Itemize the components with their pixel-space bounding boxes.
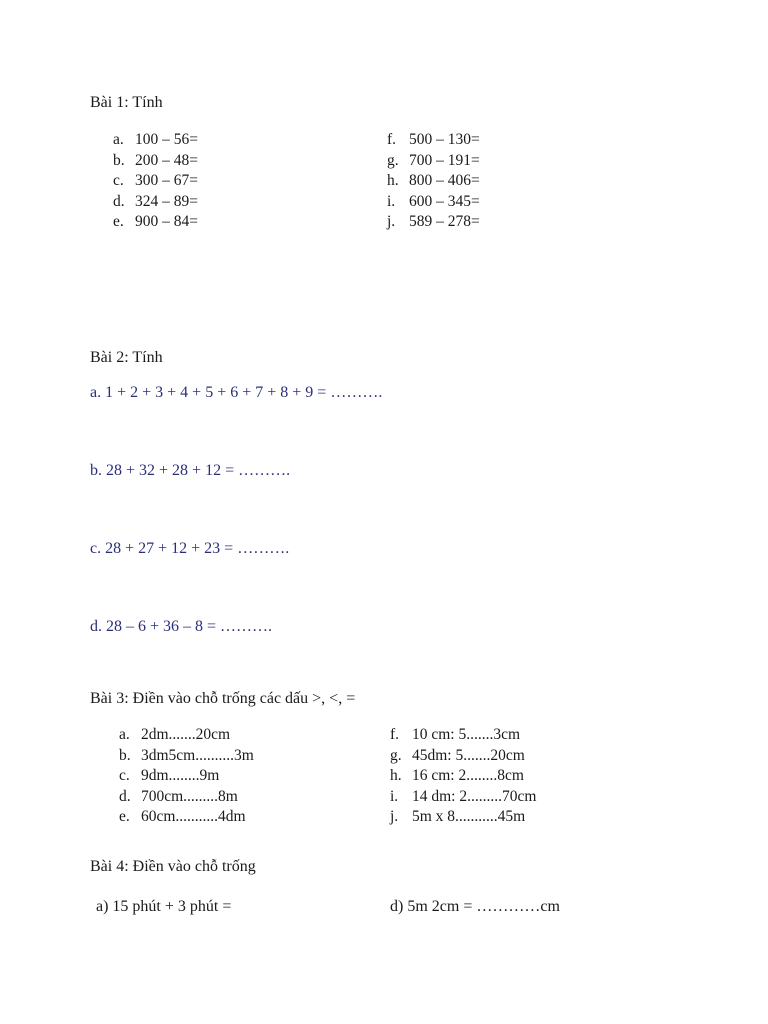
list-item: d. 700cm.........8m (119, 787, 238, 805)
list-item: g. 700 – 191= (387, 151, 480, 169)
bai2-item-d: d. 28 – 6 + 36 – 8 = ………. (90, 618, 273, 635)
list-item: j. 5m x 8...........45m (390, 808, 526, 826)
bai4-title: Bài 4: Điền vào chỗ trống (90, 858, 256, 875)
list-item: g. 45dm: 5.......20cm (390, 746, 525, 764)
list-item: b. 200 – 48= (113, 151, 198, 169)
list-item: h. 800 – 406= (387, 172, 480, 190)
list-item: i. 14 dm: 2.........70cm (390, 787, 537, 805)
bai3-right-list (390, 725, 536, 828)
list-item: a. 100 – 56= (113, 131, 198, 148)
list-item: a. 2dm.......20cm (119, 726, 231, 743)
bai2-title: Bài 2: Tính (90, 349, 163, 366)
bai1-left-list (113, 130, 198, 233)
list-item: j. 589 – 278= (387, 213, 480, 231)
list-item: h. 16 cm: 2........8cm (390, 767, 524, 785)
bai3-title: Bài 3: Điền vào chỗ trống các dấu >, <, = (90, 690, 356, 707)
list-item: e. 60cm...........4dm (119, 808, 246, 826)
list-item: e. 900 – 84= (113, 213, 198, 231)
list-item: d. 324 – 89= (113, 192, 198, 210)
bai2-item-a: a. 1 + 2 + 3 + 4 + 5 + 6 + 7 + 8 + 9 = ………. (90, 384, 383, 401)
list-item: i. 600 – 345= (387, 192, 480, 210)
bai1-title: Bài 1: Tính (90, 94, 163, 111)
bai4-item-d: d) 5m 2cm = …………cm (390, 898, 560, 915)
list-item: c. 9dm........9m (119, 767, 220, 785)
list-item: f. 500 – 130= (387, 131, 480, 148)
list-item: c. 300 – 67= (113, 172, 198, 190)
list-item: b. 3dm5cm..........3m (119, 746, 254, 764)
bai2-item-b: b. 28 + 32 + 28 + 12 = ………. (90, 462, 291, 479)
bai1-right-list (387, 130, 480, 233)
bai3-left-list (119, 725, 254, 828)
list-item: f. 10 cm: 5.......3cm (390, 726, 521, 743)
bai4-item-a: a) 15 phút + 3 phút = (96, 898, 232, 915)
bai2-item-c: c. 28 + 27 + 12 + 23 = ………. (90, 540, 290, 557)
